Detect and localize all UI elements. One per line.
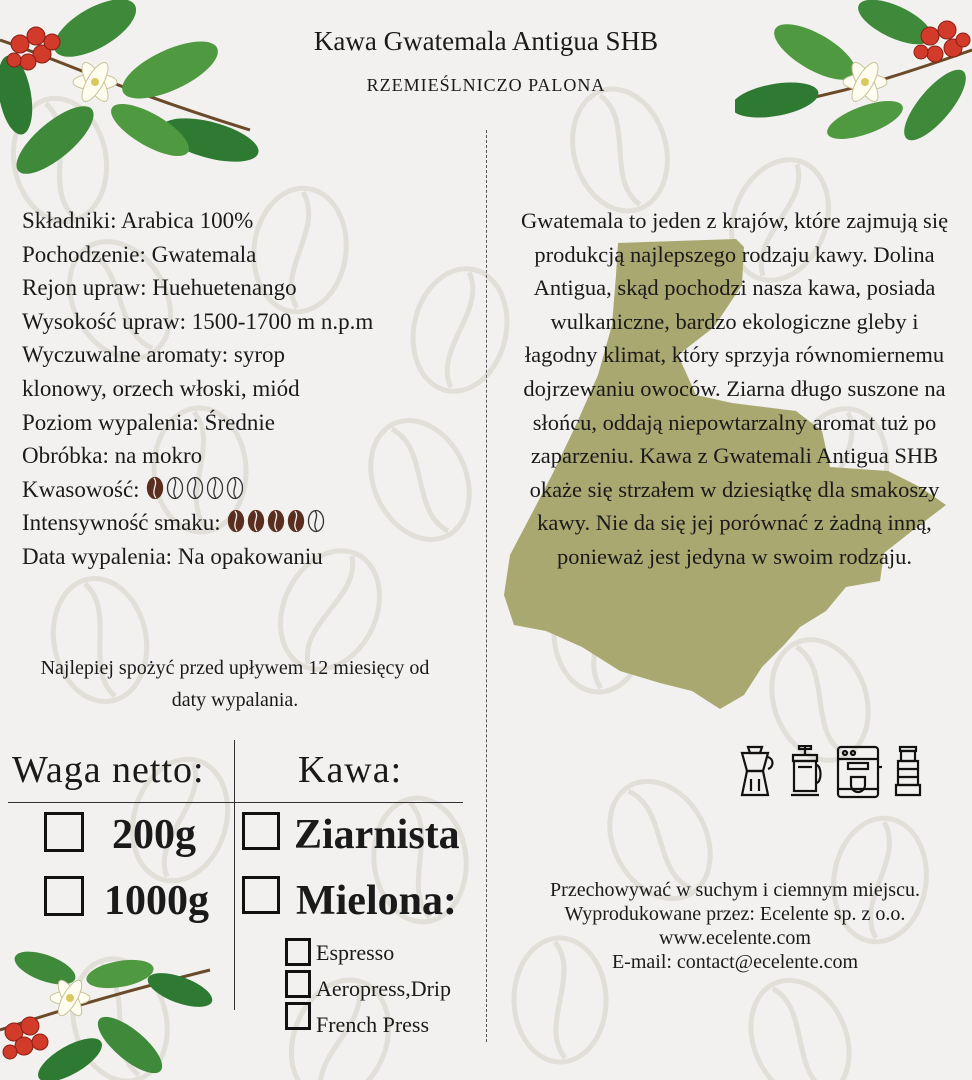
spec-ingredients: Składniki: Arabica 100%: [22, 208, 254, 233]
producer-name: Wyprodukowane przez: Ecelente sp. z o.o.: [564, 903, 906, 925]
coffee-branch-top-left: [0, 0, 260, 175]
weight-1000g-label: 1000g: [104, 878, 209, 924]
moka-pot-icon: [734, 745, 776, 799]
specifications-list: [22, 204, 472, 574]
intensity-label: Intensywność smaku:: [22, 510, 221, 536]
producer-website: www.ecelente.com: [659, 927, 811, 949]
spec-processing: Obróbka: na mokro: [22, 443, 203, 469]
weight-1000g-checkbox[interactable]: [44, 876, 84, 916]
whole-bean-checkbox[interactable]: [242, 812, 280, 850]
french-press-icon: [788, 745, 822, 799]
table-horizontal-divider: [8, 802, 463, 803]
spec-acidity: [22, 473, 472, 507]
spec-aromas-line1: Wyczuwalne aromaty: syrop: [22, 342, 286, 368]
acidity-label: Kwasowość:: [22, 476, 140, 502]
background-bean-shape: [733, 965, 867, 1080]
spec-intensity: [22, 506, 472, 540]
ground-checkbox[interactable]: [242, 876, 280, 914]
best-before-note: Najlepiej spożyć przed upływem 12 miesięcy od daty wypalania.: [40, 657, 430, 711]
coffee-bean-filled-icon: [287, 509, 305, 533]
product-subtitle: RZEMIEŚLNICZO PALONA: [366, 75, 606, 95]
spec-origin: Pochodzenie: Gwatemala: [22, 241, 257, 267]
spec-region: Rejon upraw: Huehuetenango: [22, 275, 297, 301]
spec-roast-date: Data wypalenia: Na opakowaniu: [22, 543, 323, 569]
producer-email: E-mail: contact@ecelente.com: [611, 951, 859, 973]
storage-and-producer-info: [510, 878, 960, 974]
coffee-bean-filled-icon: [227, 509, 245, 533]
brew-method-icons: [734, 745, 922, 799]
net-weight-heading: Waga netto:: [12, 749, 205, 791]
coffee-type-heading: Kawa:: [298, 749, 403, 791]
coffee-bean-filled-icon: [146, 476, 164, 500]
aeropress-icon: [894, 745, 922, 799]
storage-note: Przechowywać w suchym i ciemnym miejscu.: [550, 879, 920, 901]
coffee-bean-outline-icon: [166, 476, 184, 500]
spec-roast-level: Poziom wypalenia: Średnie: [22, 409, 275, 435]
grind-espresso-checkbox[interactable]: [285, 938, 311, 966]
background-bean-shape: [559, 78, 682, 223]
weight-200g-label: 200g: [112, 812, 196, 858]
grind-aeropress-drip-checkbox[interactable]: [285, 970, 311, 998]
product-description: Gwatemala to jeden z krajów, które zajmują się produkcją najlepszego rodzaju kawy. Dolina Antigua, skąd pochodzi nasza kawa, posiada wulkaniczne, bardzo ekologiczne gleby i łagodny klimat, który sprzyja równomiernemu dojrzewaniu owoców. Ziarna długo suszone na słońcu, oddają niepowtarzalny aromat tuż po zaparzeniu. Kawa z Gwatemali Antigua SHB okaże się strzałem w dziesiątkę dla smakoszy kawy. Nie da się jej porównać z żadną inną, ponieważ jest jedyna w swoim rodzaju.: [520, 208, 949, 569]
product-title: Kawa Gwatemala Antigua SHB: [313, 26, 659, 56]
acidity-rating: [146, 476, 244, 500]
grind-french-press-label: French Press: [316, 1012, 430, 1037]
coffee-bean-filled-icon: [247, 509, 265, 533]
whole-bean-label: Ziarnista: [294, 812, 460, 858]
grind-french-press-checkbox[interactable]: [285, 1002, 311, 1030]
ground-label: Mielona:: [296, 878, 457, 924]
coffee-branch-top-right: [735, 0, 972, 145]
coffee-bean-outline-icon: [307, 509, 325, 533]
spec-aromas-line2: klonowy, orzech włoski, miód: [22, 375, 300, 401]
coffee-bean-outline-icon: [226, 476, 244, 500]
coffee-bean-outline-icon: [186, 476, 204, 500]
coffee-bean-outline-icon: [206, 476, 224, 500]
grind-aeropress-drip-label: Aeropress,Drip: [316, 976, 452, 1001]
intensity-rating: [227, 509, 325, 533]
center-divider: [486, 130, 487, 1042]
espresso-machine-icon: [834, 745, 882, 799]
grind-espresso-label: Espresso: [316, 940, 395, 965]
coffee-bean-filled-icon: [267, 509, 285, 533]
coffee-branch-bottom-left: [0, 950, 215, 1080]
table-vertical-divider: [234, 740, 235, 1010]
weight-200g-checkbox[interactable]: [44, 812, 84, 852]
spec-altitude: Wysokość upraw: 1500-1700 m n.p.m: [22, 308, 374, 334]
